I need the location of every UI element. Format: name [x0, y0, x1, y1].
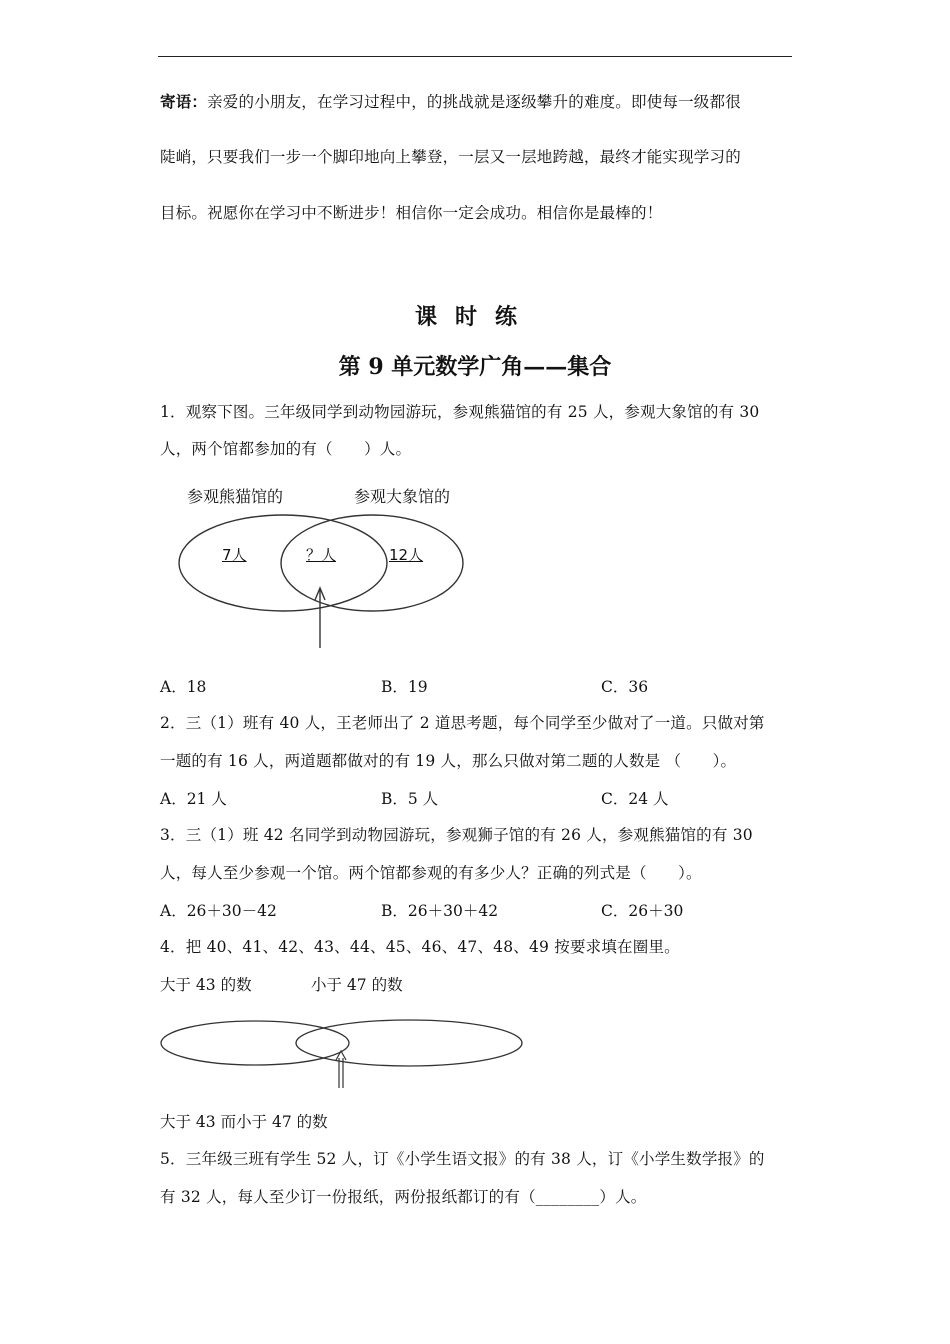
message-line-2: 陡峭，只要我们一步一个脚印地向上攀登，一层又一层地跨越，最终才能实现学习的 [160, 148, 741, 166]
q2-option-c: C．24 人 [601, 790, 669, 808]
q1-option-c: C．36 [601, 678, 649, 696]
q3-option-b: B．26＋30＋42 [381, 902, 499, 920]
message-line-3: 目标。祝愿你在学习中不断进步！相信你一定会成功。相信你是最棒的！ [160, 204, 663, 222]
q2-line-1: 2．三（1）班有 40 人，王老师出了 2 道思考题，每个同学至少做对了一道。只做对第 [160, 714, 765, 732]
q3-line-2: 人，每人至少参观一个馆。两个馆都参观的有多少人？正确的列式是（ ）。 [160, 864, 702, 882]
q1-venn-right-label: 参观大象馆的 [354, 487, 451, 506]
q4-venn-left-ellipse [161, 1021, 349, 1065]
q5-line-1: 5．三年级三班有学生 52 人，订《小学生语文报》的有 38 人，订《小学生数学报》的 [160, 1150, 765, 1168]
q4-left-label: 大于 43 的数 [160, 976, 252, 994]
q1-line-2: 人，两个馆都参加的有（ ）人。 [160, 440, 412, 458]
q1-venn-left-value: 7人 [222, 546, 247, 564]
q4-line-1: 4．把 40、41、42、43、44、45、46、47、48、49 按要求填在圈里。 [160, 938, 680, 956]
q1-line-1: 1．观察下图。三年级同学到动物园游玩，参观熊猫馆的有 25 人，参观大象馆的有 30 [160, 403, 760, 421]
page-title: 课时练 [414, 304, 535, 330]
q3-option-a: A．26＋30－42 [160, 902, 277, 920]
message-text-1: 亲爱的小朋友，在学习过程中，的挑战就是逐级攀升的难度。即使每一级都很 [207, 93, 741, 111]
q5-line-2: 有 32 人，每人至少订一份报纸，两份报纸都订的有（________）人。 [160, 1188, 647, 1206]
q4-right-label: 小于 47 的数 [311, 976, 403, 994]
q3-option-c: C．26＋30 [601, 902, 684, 920]
q4-venn-right-ellipse [296, 1020, 522, 1066]
q1-venn-left-label: 参观熊猫馆的 [187, 487, 284, 506]
q1-option-b: B．19 [381, 678, 428, 696]
q1-venn-right-value: 12人 [389, 546, 424, 564]
q4-bottom-label: 大于 43 而小于 47 的数 [160, 1113, 328, 1131]
q1-venn-middle-value: ？人 [306, 546, 337, 564]
q2-option-b: B．5 人 [381, 790, 439, 808]
unit-subtitle: 第 9 单元数学广角——集合 [338, 354, 612, 380]
message-label: 寄语： [160, 92, 208, 111]
q2-option-a: A．21 人 [160, 790, 227, 808]
q2-line-2: 一题的有 16 人，两道题都做对的有 19 人，那么只做对第二题的人数是 （ ）。 [160, 752, 737, 770]
q3-line-1: 3．三（1）班 42 名同学到动物园游玩，参观狮子馆的有 26 人，参观熊猫馆的有 30 [160, 826, 753, 844]
q1-option-a: A．18 [160, 678, 207, 696]
